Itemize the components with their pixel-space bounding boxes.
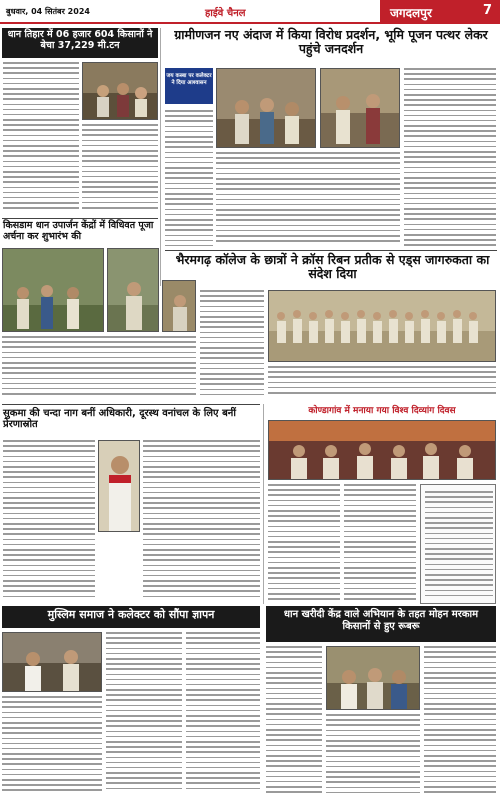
story1-headline-text: धान तिहार में 06 हजार 604 किसानों ने बेचा 37,229 मी.टन xyxy=(7,29,153,51)
story4-headline-text: किसडाम धान उपार्जन केंद्रों में विधिवत पूजा अर्चना कर शुभारंभ की xyxy=(3,220,154,242)
story8-text-2 xyxy=(326,714,420,796)
story4-text xyxy=(2,336,196,400)
story7-text xyxy=(2,696,102,796)
story7-text-2 xyxy=(106,632,182,796)
story5-headline xyxy=(3,408,261,430)
issue-date: बुधवार, 04 सितंबर 2024 xyxy=(6,7,90,16)
story8-headline xyxy=(266,606,496,642)
story1-text xyxy=(3,62,79,212)
story2-photo-2 xyxy=(320,68,400,148)
paper-name: हाईवे चैनल xyxy=(205,8,246,19)
story3-text-2 xyxy=(268,366,496,400)
story2-callout-text: जय कस्बा पर कलेक्टर ने दिया आश्वासन xyxy=(166,73,212,86)
story5-headline-text: सुकमा की चन्दा नाग बनीं अधिकारी, दूरस्थ वनांचल के लिए बनीं प्रेरणास्रोत xyxy=(3,408,236,431)
story3-headline xyxy=(170,253,495,281)
story5-text xyxy=(3,440,95,600)
story3-photo xyxy=(268,290,496,362)
story2-text-3 xyxy=(216,152,400,248)
story8-text xyxy=(266,646,322,796)
story4-photo-2 xyxy=(107,248,159,332)
story7-headline-text: मुस्लिम समाज ने कलेक्टर को सौंपा ज्ञापन xyxy=(47,608,215,621)
story2-text xyxy=(165,110,213,248)
story2-headline-text: ग्रामीणजन नए अंदाज में किया विरोध प्रदर्शन, भूमि पूजन पत्थर लेकर पहुंचे जनदर्शन xyxy=(174,27,488,56)
story2-headline xyxy=(165,28,497,56)
city-banner xyxy=(380,0,500,24)
story4-photo-1 xyxy=(2,248,104,332)
story6-headline-text: कोण्डागांव में मनाया गया विश्व दिव्यांग दिवस xyxy=(308,406,456,416)
story5-photo xyxy=(98,440,140,532)
story3-text xyxy=(200,290,264,400)
story7-text-3 xyxy=(186,632,260,796)
story1-headline xyxy=(2,28,158,58)
story8-headline-text: धान खरीदी केंद्र वाले अभियान के तहत मोहन मरकाम किसानों से हुए रूबरू xyxy=(283,609,479,632)
story7-headline xyxy=(2,606,260,628)
story6-text-2 xyxy=(344,484,416,604)
story2-photo-1 xyxy=(216,68,316,148)
story7-photo xyxy=(2,632,102,692)
story3-headline-text: भैरमगढ़ कॉलेज के छात्रों ने क्रॉस रिबन प्रतीक से एड्स जागरुकता का संदेश दिया xyxy=(175,252,490,281)
story2-text-2 xyxy=(404,68,496,248)
notice-box xyxy=(420,484,496,604)
story8-photo xyxy=(326,646,420,710)
story5-text-2 xyxy=(143,440,260,600)
story6-photo xyxy=(268,420,496,480)
story2-callout xyxy=(165,68,213,104)
masthead xyxy=(0,0,500,24)
story1-photo xyxy=(82,62,158,120)
story4-headline xyxy=(3,221,158,242)
story1-text-2 xyxy=(82,124,158,212)
page-number: 7 xyxy=(482,3,492,18)
story6-headline xyxy=(268,406,496,416)
city-name: जगदलपुर xyxy=(390,6,432,20)
story4-photo-3 xyxy=(162,280,196,332)
story6-text xyxy=(268,484,340,604)
story8-text-3 xyxy=(424,646,496,796)
